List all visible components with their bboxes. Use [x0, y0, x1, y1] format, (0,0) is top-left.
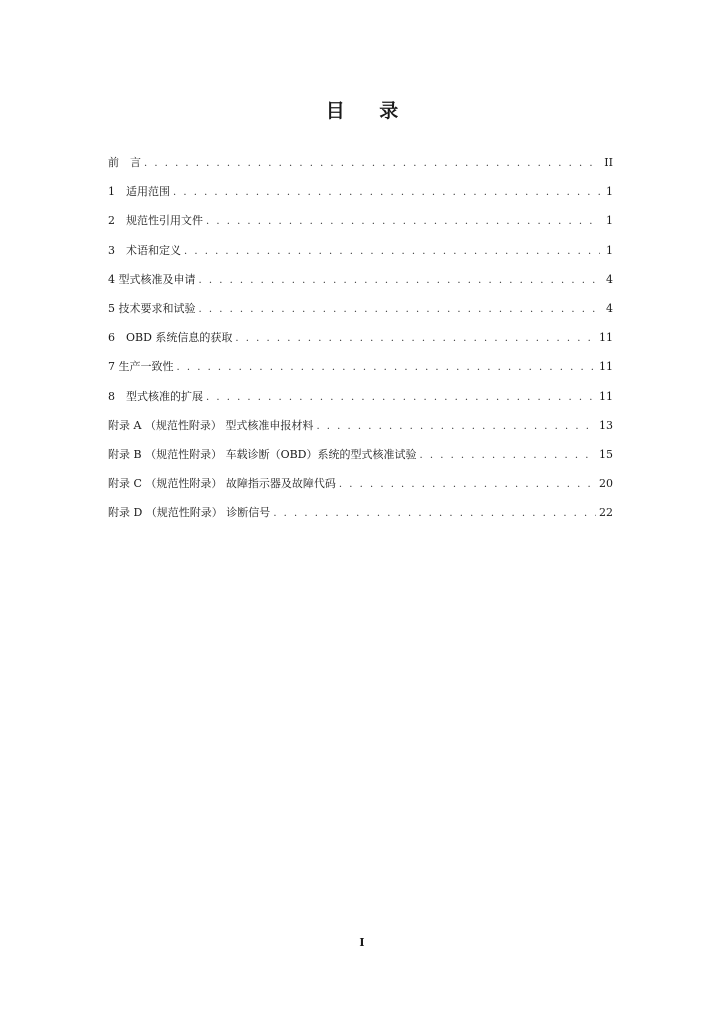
toc-entry-page: 1: [606, 243, 613, 257]
toc-leader-dots: [273, 499, 596, 528]
toc-entry-page: 1: [606, 214, 613, 228]
toc-entry-technical-requirements[interactable]: [108, 294, 613, 323]
toc-entry-scope[interactable]: [108, 177, 613, 206]
toc-entry-page: 11: [599, 389, 613, 403]
toc-entry-foreword[interactable]: [108, 148, 613, 177]
toc-entry-annex-b[interactable]: [108, 440, 613, 469]
toc-entry-annex-d[interactable]: [108, 498, 613, 527]
toc-entry-label: 4 型式核准及申请: [108, 272, 196, 286]
toc-entry-page: 22: [599, 506, 613, 520]
toc-entry-production-conformity[interactable]: [108, 352, 613, 381]
toc-leader-dots: [420, 441, 597, 470]
toc-leader-dots: [316, 412, 596, 441]
toc-leader-dots: [173, 178, 600, 207]
toc-leader-dots: [184, 237, 600, 266]
toc-leader-dots: [339, 470, 596, 499]
toc-entry-terms-definitions[interactable]: [108, 236, 613, 265]
toc-entry-page: II: [604, 156, 613, 169]
toc-entry-label: 附录 A （规范性附录） 型式核准申报材料: [108, 418, 314, 432]
toc-entry-type-approval-application[interactable]: [108, 265, 613, 294]
toc-entry-page: 11: [599, 331, 613, 345]
toc-leader-dots: [144, 149, 600, 178]
toc-entry-page: 4: [606, 301, 613, 315]
toc-entry-annex-c[interactable]: [108, 469, 613, 498]
toc-entry-page: 20: [599, 477, 613, 491]
toc-leader-dots: [177, 353, 597, 382]
page-number: I: [359, 936, 365, 949]
toc-leader-dots: [199, 295, 601, 324]
toc-entry-label: 7 生产一致性: [108, 360, 174, 374]
toc-entry-page: 13: [599, 418, 613, 432]
toc-leader-dots: [199, 266, 601, 295]
toc-entry-label: 3 术语和定义: [108, 243, 181, 257]
toc-entry-label: 前 言: [108, 156, 141, 169]
toc-entry-label: 1 适用范围: [108, 185, 170, 199]
toc-entry-page: 11: [599, 360, 613, 374]
toc-entry-page: 1: [606, 185, 613, 199]
toc-leader-dots: [206, 207, 600, 236]
toc-entry-type-approval-extension[interactable]: [108, 382, 613, 411]
toc-entry-label: 附录 C （规范性附录） 故障指示器及故障代码: [108, 477, 336, 491]
toc-leader-dots: [235, 324, 596, 353]
toc-entry-label: 2 规范性引用文件: [108, 214, 203, 228]
toc-entry-label: 附录 D （规范性附录） 诊断信号: [108, 506, 271, 520]
toc-entry-annex-a[interactable]: [108, 411, 613, 440]
toc-leader-dots: [206, 383, 596, 412]
page-title: 目 录: [325, 100, 413, 122]
table-of-contents: [108, 148, 613, 527]
toc-entry-label: 6 OBD 系统信息的获取: [108, 331, 233, 345]
toc-entry-page: 4: [606, 272, 613, 286]
toc-entry-page: 15: [599, 447, 613, 461]
toc-entry-normative-references[interactable]: [108, 206, 613, 235]
toc-entry-label: 附录 B （规范性附录） 车载诊断（OBD）系统的型式核准试验: [108, 447, 417, 461]
toc-entry-label: 8 型式核准的扩展: [108, 389, 203, 403]
toc-entry-obd-information-access[interactable]: [108, 323, 613, 352]
toc-entry-label: 5 技术要求和试验: [108, 301, 196, 315]
